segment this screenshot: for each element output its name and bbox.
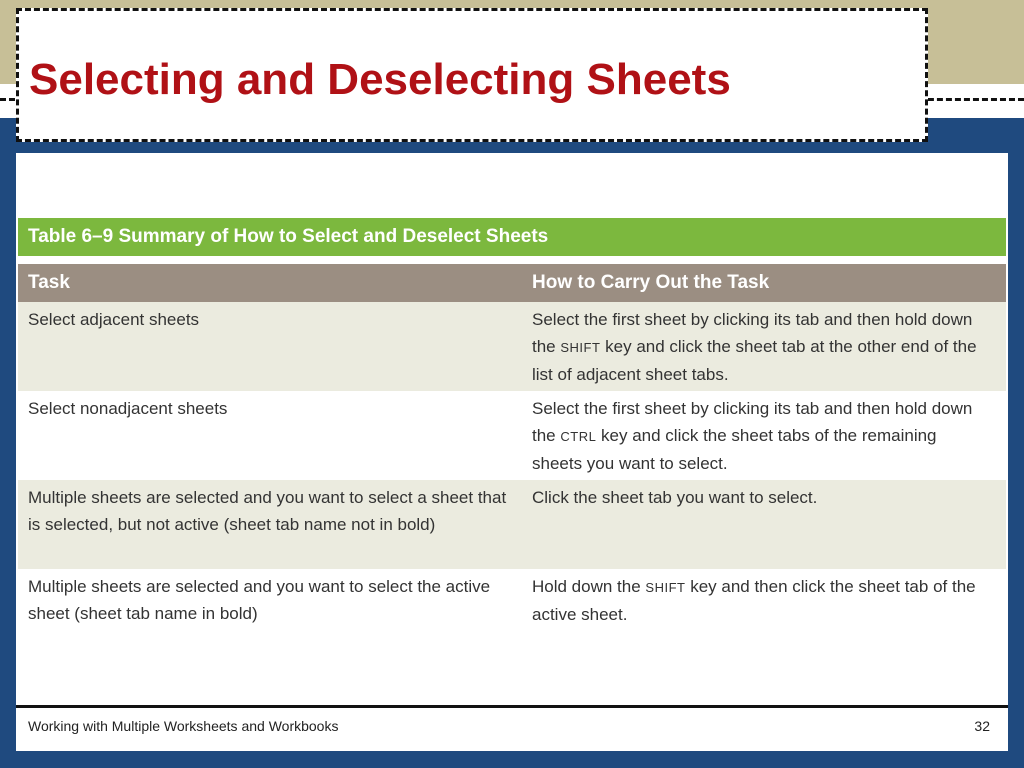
how-cell: Select the first sheet by clicking its tab and then hold down the CTRL key and click the sheet tabs of the remaining sheets you want to select. <box>532 399 973 473</box>
task-cell: Multiple sheets are selected and you want to select a sheet that is selected, but not active (sheet tab name not in bold) <box>28 488 507 534</box>
table-body <box>18 302 1006 633</box>
slide-title: Selecting and Deselecting Sheets <box>29 55 731 104</box>
table-header <box>18 264 1006 302</box>
how-cell: Click the sheet tab you want to select. <box>532 488 818 507</box>
task-cell: Select adjacent sheets <box>28 310 200 329</box>
header-task: Task <box>28 272 70 293</box>
table-caption: Table 6–9 Summary of How to Select and Deselect Sheets <box>18 218 1006 256</box>
header-how: How to Carry Out the Task <box>532 272 770 293</box>
footer-text: Working with Multiple Worksheets and Workbooks <box>28 718 339 734</box>
table-row <box>18 569 1006 633</box>
task-cell: Multiple sheets are selected and you want to select the active sheet (sheet tab name in bold) <box>28 577 491 623</box>
how-cell: Select the first sheet by clicking its tab and then hold down the SHIFT key and click the sheet tab at the other end of the list of adjacent sheet tabs. <box>532 310 977 384</box>
table-row <box>18 480 1006 569</box>
key-name: CTRL <box>560 429 597 444</box>
footer-divider <box>16 705 1008 708</box>
content-panel <box>16 153 1008 751</box>
how-cell: Hold down the SHIFT key and then click the sheet tab of the active sheet. <box>532 577 976 624</box>
key-name: SHIFT <box>645 580 686 595</box>
title-box <box>16 8 928 142</box>
table-row <box>18 391 1006 480</box>
task-cell: Select nonadjacent sheets <box>28 399 228 418</box>
page-number: 32 <box>974 718 990 734</box>
key-name: SHIFT <box>560 340 601 355</box>
table-row <box>18 302 1006 391</box>
